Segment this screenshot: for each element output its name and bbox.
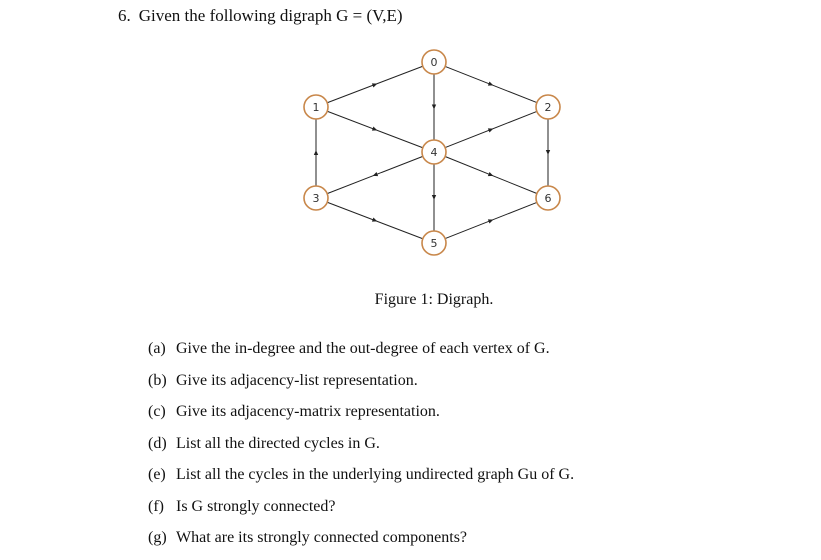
question-text: What are its strongly connected components? <box>176 529 468 546</box>
edge-arrowhead <box>373 172 378 176</box>
node-3 <box>304 186 328 210</box>
question-item <box>148 528 574 560</box>
edge-arrowhead <box>372 218 377 222</box>
question-label: (b) <box>148 371 167 389</box>
question-label: (e) <box>148 466 166 483</box>
edge-arrowhead <box>546 150 550 155</box>
question-label: (f) <box>148 497 164 515</box>
node-0 <box>422 50 446 74</box>
edge-arrowhead <box>432 105 436 110</box>
question-label: (a) <box>148 340 166 357</box>
edge-arrowhead <box>372 127 377 131</box>
edge-0-2 <box>445 66 537 102</box>
edge-3-1 <box>314 119 318 186</box>
question-text: Give its adjacency-list representation. <box>176 371 418 389</box>
node-2 <box>536 95 560 119</box>
node-4 <box>422 140 446 164</box>
question-label: (c) <box>148 403 166 420</box>
question-text: Is G strongly connected? <box>176 497 336 515</box>
problem-statement: Given the following digraph G = (V,E) <box>138 6 403 25</box>
edge-1-0 <box>327 66 423 102</box>
node-label: 2 <box>544 101 552 114</box>
question-label: (g) <box>148 529 167 546</box>
edge-0-4 <box>432 74 436 140</box>
node-label: 6 <box>544 192 552 205</box>
question-text: List all the cycles in the underlying undirected graph Gu of G. <box>176 466 575 483</box>
question-item <box>148 371 574 403</box>
node-1 <box>304 95 328 119</box>
edge-arrowhead <box>488 219 493 223</box>
question-item <box>148 339 574 371</box>
edge-arrowhead <box>488 128 493 132</box>
node-label: 5 <box>430 237 438 250</box>
edge-2-6 <box>546 119 550 186</box>
question-item <box>148 434 574 466</box>
edge-4-6 <box>445 156 537 193</box>
node-label: 1 <box>312 101 320 114</box>
node-6 <box>536 186 560 210</box>
node-group <box>304 50 560 255</box>
edge-4-3 <box>327 156 423 193</box>
question-item <box>148 497 574 529</box>
question-text: List all the directed cycles in G. <box>176 434 380 452</box>
question-item <box>148 402 574 434</box>
edge-4-5 <box>432 164 436 231</box>
node-label: 4 <box>430 146 438 159</box>
edge-4-2 <box>445 111 537 147</box>
edge-arrowhead <box>314 150 318 155</box>
edge-3-5 <box>327 202 423 238</box>
edge-arrowhead <box>372 83 377 87</box>
node-label: 0 <box>430 56 438 69</box>
node-label: 3 <box>312 192 320 205</box>
edge-5-6 <box>445 202 537 238</box>
question-text: Give its adjacency-matrix representation. <box>176 403 440 420</box>
question-label: (d) <box>148 434 167 452</box>
edge-1-4 <box>327 111 423 147</box>
question-text: Give the in-degree and the out-degree of each vertex of G. <box>176 340 550 357</box>
edge-arrowhead <box>432 195 436 200</box>
figure-caption: Figure 1: Digraph. <box>374 291 494 308</box>
question-item <box>148 465 574 497</box>
question-list <box>148 339 574 560</box>
node-5 <box>422 231 446 255</box>
edge-arrowhead <box>488 82 493 86</box>
problem-number: 6. <box>118 6 131 25</box>
